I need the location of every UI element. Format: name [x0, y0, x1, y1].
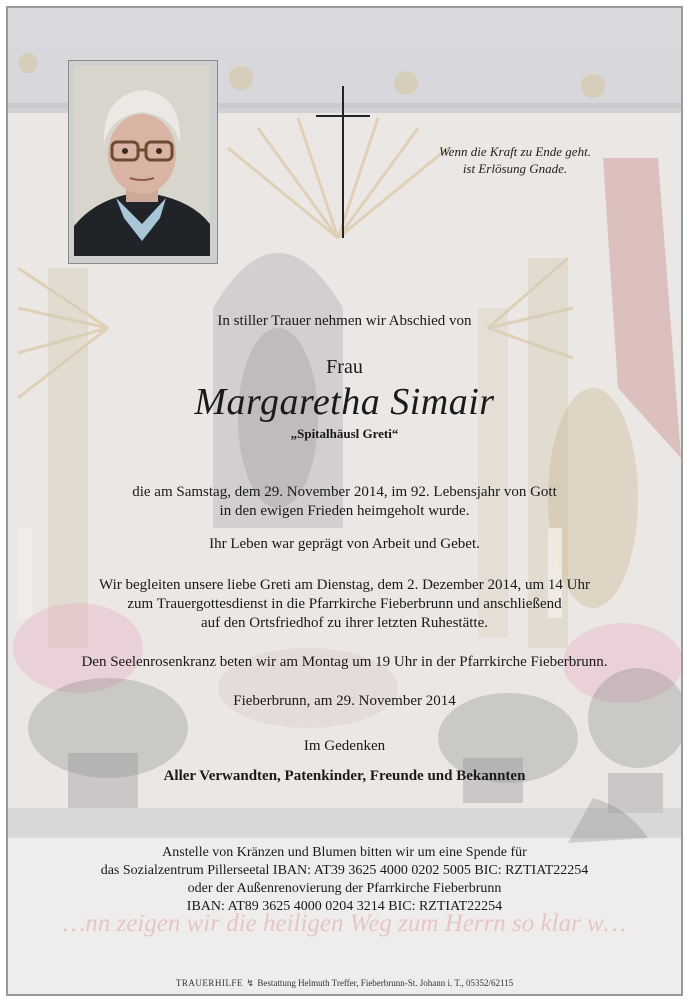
- funeral-line-1: Wir begleiten unsere liebe Greti am Dienstag, dem 2. Dezember 2014, um 14 Uhr: [99, 577, 590, 593]
- footer: [8, 978, 681, 989]
- obituary-frame: [6, 6, 683, 996]
- donation-line-1: Anstelle von Kränzen und Blumen bitten wir um eine Spende für: [162, 845, 527, 860]
- salutation: Frau: [326, 356, 363, 378]
- intro-text: In stiller Trauer nehmen wir Abschied von: [217, 313, 472, 329]
- deceased-name: Margaretha Simair: [194, 381, 495, 423]
- donation-line-3: oder der Außenrenovierung der Pfarrkirche Fieberbrunn: [187, 881, 502, 896]
- footer-text: Bestattung Helmuth Treffer, Fieberbrunn-St. Johann i. T., 05352/62115: [257, 978, 514, 988]
- motto-line-2: ist Erlösung Gnade.: [462, 161, 568, 176]
- place-date: Fieberbrunn, am 29. November 2014: [233, 693, 456, 709]
- donation-line-2: das Sozialzentrum Pillerseetal IBAN: AT39 3625 4000 0202 5005 BIC: RZTIAT22254: [100, 863, 589, 878]
- memory-heading: Im Gedenken: [303, 738, 386, 754]
- donation-info: [8, 844, 681, 916]
- mourners: Aller Verwandten, Patenkinder, Freunde und Bekannten: [163, 768, 526, 784]
- footer-brand: TRAUERHILFE: [175, 978, 243, 988]
- rosary-info: Den Seelenrosenkranz beten wir am Montag um 19 Uhr in der Pfarrkirche Fieberbrunn.: [81, 654, 608, 670]
- wall-inscription: …nn zeigen wir die heiligen Weg zum Herrn so klar w…: [63, 910, 626, 937]
- portrait-photo: [74, 66, 210, 256]
- funeral-line-2: zum Trauergottesdienst in die Pfarrkirche Fieberbrunn und anschließend: [127, 596, 562, 612]
- funeral-line-3: auf den Ortsfriedhof zu ihrer letzten Ruhestätte.: [201, 615, 488, 631]
- nickname: „Spitalhäusl Greti“: [290, 426, 399, 441]
- death-announcement: [8, 483, 681, 521]
- donation-line-4: IBAN: AT89 3625 4000 0204 3214 BIC: RZTIAT22254: [186, 899, 503, 914]
- funeral-info: [8, 576, 681, 633]
- cross-icon: [316, 86, 370, 238]
- portrait-frame: [68, 60, 218, 264]
- death-line-1: die am Samstag, dem 29. November 2014, im 92. Lebensjahr von Gott: [132, 484, 557, 500]
- life-statement: Ihr Leben war geprägt von Arbeit und Gebet.: [209, 536, 480, 552]
- motto-quote: [410, 143, 620, 177]
- death-line-2: in den ewigen Frieden heimgeholt wurde.: [219, 503, 470, 519]
- motto-line-1: Wenn die Kraft zu Ende geht.: [439, 144, 591, 159]
- footer-logo-icon: ↯: [246, 978, 254, 988]
